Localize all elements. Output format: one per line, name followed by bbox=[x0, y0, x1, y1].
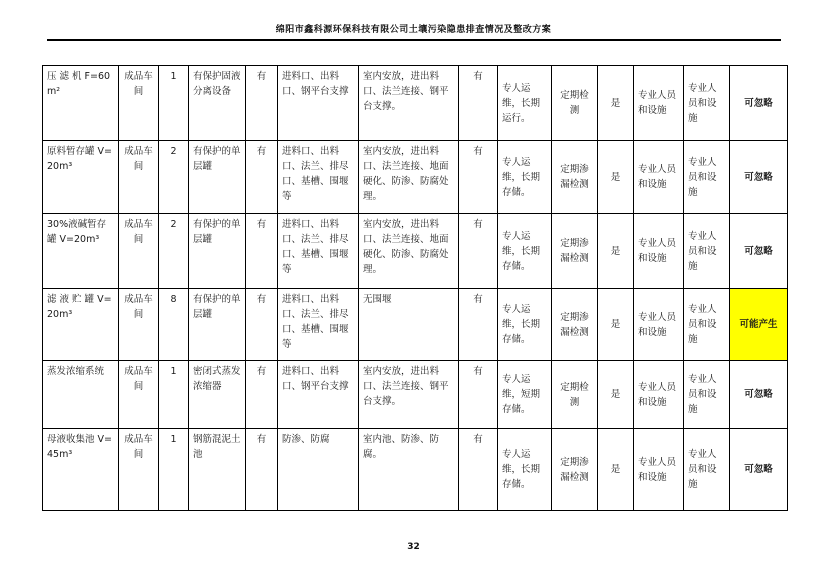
cell-compliance-flag: 是 bbox=[598, 66, 634, 141]
cell-equipment-name: 原料暂存罐 V=20m³ bbox=[43, 141, 119, 214]
cell-inspection-method: 定期渗漏检测 bbox=[552, 429, 598, 511]
cell-has-operation-flag: 有 bbox=[459, 429, 498, 511]
document-header-title: 绵阳市鑫科源环保科技有限公司土壤污染隐患排查情况及整改方案 bbox=[275, 25, 552, 35]
cell-compliance-flag: 是 bbox=[598, 361, 634, 429]
cell-professional-personnel: 专业人员和设施 bbox=[634, 361, 684, 429]
header-rule bbox=[47, 39, 781, 41]
cell-operation-mode: 专人运维，长期运行。 bbox=[498, 66, 552, 141]
cell-compliance-flag: 是 bbox=[598, 141, 634, 214]
table-row bbox=[43, 289, 788, 361]
cell-operation-mode: 专人运维，长期存储。 bbox=[498, 429, 552, 511]
cell-inspection-method: 定期渗漏检测 bbox=[552, 289, 598, 361]
cell-has-protection-flag: 有 bbox=[246, 66, 278, 141]
cell-equipment-name: 蒸发浓缩系统 bbox=[43, 361, 119, 429]
cell-workshop-location: 成品车间 bbox=[119, 361, 159, 429]
cell-hazard-conclusion: 可忽略 bbox=[730, 66, 788, 141]
document-header bbox=[0, 22, 827, 41]
cell-installation-condition: 室内池、防渗、防腐。 bbox=[359, 429, 459, 511]
cell-professional-facilities: 专业人员和设施 bbox=[684, 289, 730, 361]
inspection-table bbox=[42, 65, 788, 511]
cell-workshop-location: 成品车间 bbox=[119, 66, 159, 141]
cell-protection-measure: 钢筋混泥土池 bbox=[189, 429, 246, 511]
cell-professional-facilities: 专业人员和设施 bbox=[684, 66, 730, 141]
cell-operation-mode: 专人运维，长期存储。 bbox=[498, 214, 552, 289]
cell-hazard-conclusion: 可忽略 bbox=[730, 361, 788, 429]
cell-quantity: 8 bbox=[159, 289, 189, 361]
cell-operation-mode: 专人运维，短期存储。 bbox=[498, 361, 552, 429]
cell-equipment-name: 压 滤 机 F=60m² bbox=[43, 66, 119, 141]
cell-inspection-method: 定期检测 bbox=[552, 361, 598, 429]
cell-installation-condition: 室内安放，进出料口、法兰连接、地面硬化、防渗、防腐处理。 bbox=[359, 141, 459, 214]
cell-has-protection-flag: 有 bbox=[246, 361, 278, 429]
cell-hazard-key-parts: 进料口、出料口、法兰、排尽口、基槽、围堰等 bbox=[278, 289, 359, 361]
cell-operation-mode: 专人运维，长期存储。 bbox=[498, 289, 552, 361]
cell-hazard-conclusion: 可忽略 bbox=[730, 429, 788, 511]
cell-inspection-method: 定期渗漏检测 bbox=[552, 141, 598, 214]
cell-hazard-conclusion: 可忽略 bbox=[730, 141, 788, 214]
cell-inspection-method: 定期检测 bbox=[552, 66, 598, 141]
table-row bbox=[43, 66, 788, 141]
cell-has-protection-flag: 有 bbox=[246, 214, 278, 289]
cell-has-protection-flag: 有 bbox=[246, 429, 278, 511]
cell-has-operation-flag: 有 bbox=[459, 66, 498, 141]
cell-has-operation-flag: 有 bbox=[459, 141, 498, 214]
cell-compliance-flag: 是 bbox=[598, 429, 634, 511]
cell-has-operation-flag: 有 bbox=[459, 289, 498, 361]
cell-has-protection-flag: 有 bbox=[246, 141, 278, 214]
cell-professional-personnel: 专业人员和设施 bbox=[634, 66, 684, 141]
cell-professional-facilities: 专业人员和设施 bbox=[684, 361, 730, 429]
table-row bbox=[43, 141, 788, 214]
cell-hazard-key-parts: 进料口、出料口、法兰、排尽口、基槽、围堰等 bbox=[278, 214, 359, 289]
inspection-table-body bbox=[43, 66, 788, 511]
cell-has-protection-flag: 有 bbox=[246, 289, 278, 361]
cell-professional-personnel: 专业人员和设施 bbox=[634, 289, 684, 361]
cell-equipment-name: 滤 液 贮 罐 V=20m³ bbox=[43, 289, 119, 361]
cell-professional-personnel: 专业人员和设施 bbox=[634, 141, 684, 214]
cell-installation-condition: 室内安放，进出料口、法兰连接、地面硬化、防渗、防腐处理。 bbox=[359, 214, 459, 289]
cell-quantity: 1 bbox=[159, 66, 189, 141]
cell-hazard-key-parts: 进料口、出料口、钢平台支撑 bbox=[278, 66, 359, 141]
cell-professional-facilities: 专业人员和设施 bbox=[684, 429, 730, 511]
cell-inspection-method: 定期渗漏检测 bbox=[552, 214, 598, 289]
cell-operation-mode: 专人运维，长期存储。 bbox=[498, 141, 552, 214]
cell-workshop-location: 成品车间 bbox=[119, 141, 159, 214]
cell-workshop-location: 成品车间 bbox=[119, 214, 159, 289]
cell-hazard-conclusion: 可忽略 bbox=[730, 214, 788, 289]
cell-workshop-location: 成品车间 bbox=[119, 429, 159, 511]
cell-quantity: 2 bbox=[159, 214, 189, 289]
cell-equipment-name: 母液收集池 V=45m³ bbox=[43, 429, 119, 511]
cell-protection-measure: 密闭式蒸发浓缩器 bbox=[189, 361, 246, 429]
cell-quantity: 1 bbox=[159, 429, 189, 511]
cell-compliance-flag: 是 bbox=[598, 289, 634, 361]
cell-workshop-location: 成品车间 bbox=[119, 289, 159, 361]
cell-hazard-key-parts: 进料口、出料口、法兰、排尽口、基槽、围堰等 bbox=[278, 141, 359, 214]
cell-professional-facilities: 专业人员和设施 bbox=[684, 141, 730, 214]
cell-installation-condition: 室内安放，进出料口、法兰连接、钢平台支撑。 bbox=[359, 66, 459, 141]
cell-installation-condition: 无围堰 bbox=[359, 289, 459, 361]
table-row bbox=[43, 361, 788, 429]
table-row bbox=[43, 429, 788, 511]
cell-has-operation-flag: 有 bbox=[459, 361, 498, 429]
cell-hazard-key-parts: 进料口、出料口、钢平台支撑 bbox=[278, 361, 359, 429]
table-row bbox=[43, 214, 788, 289]
cell-protection-measure: 有保护的单层罐 bbox=[189, 141, 246, 214]
cell-equipment-name: 30%液碱暂存罐 V=20m³ bbox=[43, 214, 119, 289]
cell-has-operation-flag: 有 bbox=[459, 214, 498, 289]
cell-protection-measure: 有保护的单层罐 bbox=[189, 214, 246, 289]
cell-hazard-conclusion: 可能产生 bbox=[730, 289, 788, 361]
cell-quantity: 1 bbox=[159, 361, 189, 429]
cell-professional-personnel: 专业人员和设施 bbox=[634, 214, 684, 289]
cell-compliance-flag: 是 bbox=[598, 214, 634, 289]
cell-protection-measure: 有保护固液分离设备 bbox=[189, 66, 246, 141]
cell-hazard-key-parts: 防渗、防腐 bbox=[278, 429, 359, 511]
cell-installation-condition: 室内安放，进出料口、法兰连接、钢平台支撑。 bbox=[359, 361, 459, 429]
cell-professional-personnel: 专业人员和设施 bbox=[634, 429, 684, 511]
page-number: 32 bbox=[407, 542, 420, 552]
cell-quantity: 2 bbox=[159, 141, 189, 214]
cell-professional-facilities: 专业人员和设施 bbox=[684, 214, 730, 289]
cell-protection-measure: 有保护的单层罐 bbox=[189, 289, 246, 361]
